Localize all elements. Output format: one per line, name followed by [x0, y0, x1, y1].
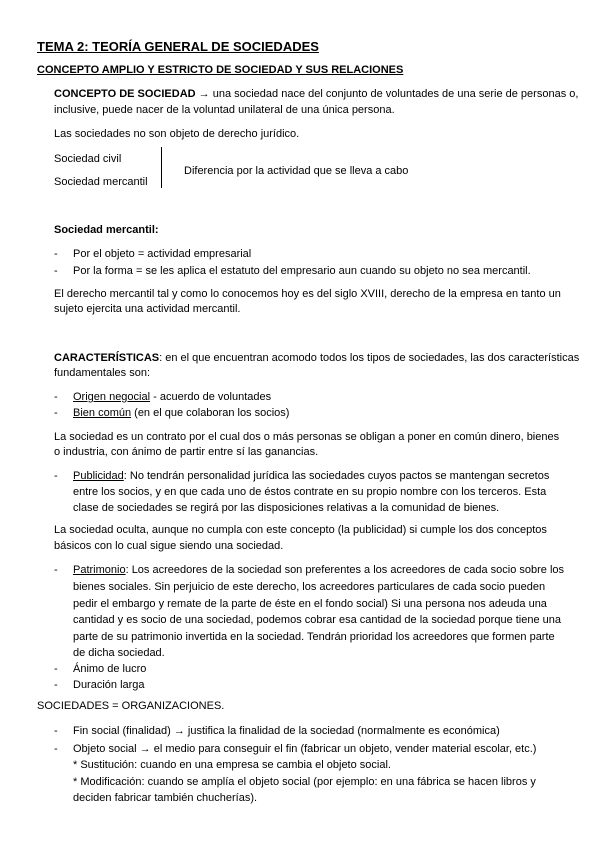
- bullet-dash: -: [54, 470, 58, 482]
- brace-divider: [161, 147, 162, 188]
- concepto-line1-text: → una sociedad nace del conjunto de voluntades de una serie de personas o,: [195, 88, 579, 100]
- soc-mercantil-heading: Sociedad mercantil:: [54, 224, 159, 236]
- animo-item: Ánimo de lucro: [73, 663, 147, 675]
- patrimonio-line1: [73, 564, 564, 577]
- bien-text: (en el que colaboran los socios): [131, 407, 290, 419]
- organizaciones-text: SOCIEDADES = ORGANIZACIONES.: [37, 700, 225, 712]
- origen-text: - acuerdo de voluntades: [150, 391, 272, 403]
- bullet-dash: -: [54, 391, 58, 403]
- sociedad-mercantil-label: Sociedad mercantil: [54, 176, 148, 188]
- contrato-line1: La sociedad es un contrato por el cual dos o más personas se obligan a poner en común dinero, bienes: [54, 431, 560, 443]
- concepto-line2: inclusive, puede nacer de la voluntad unilateral de una única persona.: [54, 104, 395, 116]
- patrimonio-line1-text: : Los acreedores de la sociedad son preferentes a los acreedores de cada socio sobre los: [125, 564, 565, 576]
- bullet-dash: -: [54, 248, 58, 260]
- duracion-item: Duración larga: [73, 679, 145, 691]
- publicidad-line2: entre los socios, y en que cada uno de éstos contrate en su propio nombre con los terceros. Esta: [73, 486, 547, 498]
- caracteristicas-line2: fundamentales son:: [54, 367, 151, 379]
- bullet-dash: -: [54, 564, 58, 576]
- sustitucion-line: * Sustitución: cuando en una empresa se cambia el objeto social.: [73, 759, 391, 771]
- publicidad-line1-text: : No tendrán personalidad jurídica las sociedades cuyos pactos se mantengan secretos: [123, 470, 550, 482]
- concepto-label: CONCEPTO DE SOCIEDAD: [54, 88, 196, 100]
- patrimonio-line5: parte de su patrimonio invertida en la sociedad. Tendrán prioridad los acreedores que formen parte: [73, 631, 555, 643]
- publicidad-label: Publicidad: [73, 470, 124, 482]
- caracteristicas-label: CARACTERÍSTICAS: [54, 352, 160, 364]
- sociedad-civil-label: Sociedad civil: [54, 153, 122, 165]
- patrimonio-line6: de dicha sociedad.: [73, 647, 165, 659]
- bullet-dash: -: [54, 407, 58, 419]
- bullet-dash: -: [54, 743, 58, 755]
- list-item-bien: [73, 407, 289, 420]
- diferencia-text: Diferencia por la actividad que se lleva a cabo: [184, 165, 409, 177]
- patrimonio-line4: cantidad y es socio de una sociedad, podemos cobrar esa cantidad de la sociedad porque tiene una: [73, 614, 562, 626]
- section-heading: CONCEPTO AMPLIO Y ESTRICTO DE SOCIEDAD Y SUS RELACIONES: [37, 64, 404, 76]
- publicidad-line1: [73, 470, 549, 483]
- publicidad-line3: clase de sociedades se regirá por las disposiciones relativas a la comunidad de bienes.: [73, 502, 500, 514]
- mercantil-para-line2: sujeto ejercita una actividad mercantil.: [54, 303, 241, 315]
- caracteristicas-line1: [54, 352, 579, 365]
- bullet-dash: -: [54, 679, 58, 691]
- oculta-line1: La sociedad oculta, aunque no cumpla con este concepto (la publicidad) si cumple los dos conceptos: [54, 524, 547, 536]
- bien-label: Bien común: [73, 407, 132, 419]
- oculta-line2: básicos con lo cual sigue siendo una sociedad.: [54, 540, 284, 552]
- bullet-dash: -: [54, 725, 58, 737]
- patrimonio-label: Patrimonio: [73, 564, 126, 576]
- origen-label: Origen negocial: [73, 391, 151, 403]
- patrimonio-line2: bienes sociales. Sin perjuicio de este derecho, los acreedores particulares de cada socio pueden: [73, 581, 546, 593]
- objeto-social-item: Objeto social → el medio para conseguir el fin (fabricar un objeto, vender material escolar, etc.): [73, 743, 537, 755]
- list-item-origen: [73, 391, 271, 404]
- modificacion-line1: * Modificación: cuando se amplía el objeto social (por ejemplo: en una fábrica se hacen libros y: [73, 776, 536, 788]
- patrimonio-line3: pedir el embargo y remate de la parte de éste en el fondo social) Si una persona nos adeuda una: [73, 598, 547, 610]
- fin-social-item: Fin social (finalidad) → justifica la finalidad de la sociedad (normalmente es económica): [73, 725, 500, 737]
- mercantil-para-line1: El derecho mercantil tal y como lo conocemos hoy es del siglo XVIII, derecho de la empresa en tanto un: [54, 288, 561, 300]
- list-item: Por la forma = se les aplica el estatuto del empresario aun cuando su objeto no sea mercantil.: [73, 265, 531, 277]
- no-objeto-text: Las sociedades no son objeto de derecho jurídico.: [54, 128, 300, 140]
- caracteristicas-line1-text: : en el que encuentran acomodo todos los tipos de sociedades, las dos características: [159, 352, 580, 364]
- concepto-line1: [54, 88, 578, 101]
- modificacion-line2: deciden fabricar también chucherías).: [73, 792, 258, 804]
- bullet-dash: -: [54, 265, 58, 277]
- bullet-dash: -: [54, 663, 58, 675]
- page-title: TEMA 2: TEORÍA GENERAL DE SOCIEDADES: [37, 39, 319, 54]
- contrato-line2: o industria, con ánimo de partir entre sí las ganancias.: [54, 446, 319, 458]
- list-item: Por el objeto = actividad empresarial: [73, 248, 252, 260]
